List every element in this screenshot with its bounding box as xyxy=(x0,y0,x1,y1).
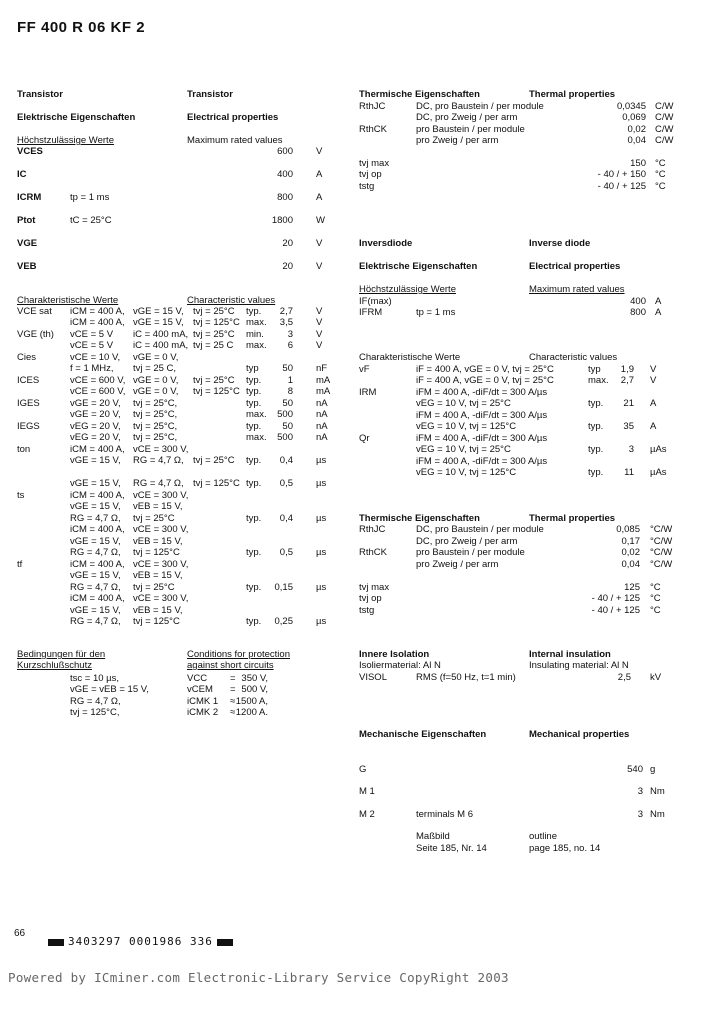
char-condition-1: iCM = 400 A, xyxy=(70,559,125,570)
mechanical-symbol: G xyxy=(359,764,367,775)
diode-thermal-symbol: tstg xyxy=(359,605,375,616)
char-qualifier: typ. xyxy=(246,616,262,627)
heading-diode-thermal-de: Thermische Eigenschaften xyxy=(359,513,480,524)
diode-max-value: 800 xyxy=(630,307,646,318)
char-condition-2: vCE = 300 V, xyxy=(133,490,189,501)
max-rated-condition: tp = 1 ms xyxy=(70,192,110,203)
diode-char-unit: A xyxy=(650,398,657,409)
max-rated-symbol: ICRM xyxy=(17,192,42,203)
char-condition-1: vGE = 15 V, xyxy=(70,501,121,512)
short-circuit-param: iCMK 2 xyxy=(187,707,219,718)
char-condition-2: tvj = 125°C xyxy=(133,547,180,558)
diode-thermal-value: 125 xyxy=(624,582,640,593)
thermal-value: - 40 / + 150 xyxy=(597,169,646,180)
char-condition-1: vGE = 15 V, xyxy=(70,455,121,466)
char-condition-2: RG = 4,7 Ω, xyxy=(133,455,184,466)
thermal-symbol: tvj op xyxy=(359,169,382,180)
char-qualifier: typ. xyxy=(246,306,262,317)
char-condition-1: vEG = 20 V, xyxy=(70,421,121,432)
diode-thermal-symbol: tvj op xyxy=(359,593,382,604)
char-value: 2,7 xyxy=(279,306,293,317)
char-condition-1: vCE = 5 V xyxy=(70,340,114,351)
char-qualifier: typ. xyxy=(246,375,262,386)
char-condition-2: iC = 400 mA, xyxy=(133,340,189,351)
max-rated-unit: A xyxy=(316,192,323,203)
short-circuit-value: 1500 A, xyxy=(235,696,268,707)
diode-max-symbol: IF(max) xyxy=(359,296,392,307)
diode-thermal-unit: °C/W xyxy=(650,524,673,535)
heading-inverse-diode-en: Inverse diode xyxy=(529,238,591,249)
char-condition-2: vEB = 15 V, xyxy=(133,570,183,581)
short-circuit-param: vCEM xyxy=(187,684,213,695)
diode-char-unit: V xyxy=(650,364,657,375)
char-qualifier: typ. xyxy=(246,513,262,524)
char-condition-2: iC = 400 mA, xyxy=(133,329,189,340)
char-unit: mA xyxy=(316,375,331,386)
char-value: 0,4 xyxy=(279,455,293,466)
char-value: 0,15 xyxy=(274,582,293,593)
insulation-condition: RMS (f=50 Hz, t=1 min) xyxy=(416,672,516,683)
diode-char-symbol: Qr xyxy=(359,433,370,444)
diode-char-unit: A xyxy=(650,421,657,432)
heading-diode-max-de: Höchstzulässige Werte xyxy=(359,284,456,295)
diode-char-unit: V xyxy=(650,375,657,386)
max-rated-unit: W xyxy=(316,215,325,226)
char-condition-1: vCE = 600 V, xyxy=(70,375,126,386)
char-value: 8 xyxy=(287,386,293,397)
heading-conditions-en: Conditions for protection xyxy=(187,649,290,660)
insulation-value: 2,5 xyxy=(617,672,631,683)
barcode-mark-right xyxy=(217,939,233,946)
diode-thermal-unit: °C xyxy=(650,593,661,604)
char-unit: µs xyxy=(316,513,327,524)
diode-thermal-value: 0,085 xyxy=(616,524,640,535)
diode-thermal-unit: °C/W xyxy=(650,547,673,558)
heading-max-rated-de: Höchstzulässige Werte xyxy=(17,135,114,146)
heading-short-circuit-de: Kurzschlußschutz xyxy=(17,660,92,671)
char-condition-2: tvj = 25°C xyxy=(133,513,175,524)
char-symbol: Cies xyxy=(17,352,37,363)
diode-thermal-unit: °C/W xyxy=(650,536,673,547)
mechanical-condition: terminals M 6 xyxy=(416,809,474,820)
diode-char-qualifier: typ. xyxy=(588,421,604,432)
heading-thermal-de: Thermische Eigenschaften xyxy=(359,89,480,100)
char-condition-2: tvj = 125°C xyxy=(133,616,180,627)
char-condition-2: tvj = 25°C, xyxy=(133,398,178,409)
char-unit: nA xyxy=(316,398,328,409)
mechanical-value: 540 xyxy=(627,764,643,775)
char-condition-2: vEB = 15 V, xyxy=(133,501,183,512)
short-circuit-param: VCC xyxy=(187,673,208,684)
diode-char-value: 3 xyxy=(628,444,634,455)
char-qualifier: max. xyxy=(246,409,267,420)
heading-diode-char-de: Charakteristische Werte xyxy=(359,352,461,363)
diode-char-unit: µAs xyxy=(650,444,667,455)
char-condition-1: vCE = 10 V, xyxy=(70,352,121,363)
thermal-symbol: tvj max xyxy=(359,158,390,169)
char-condition-1: RG = 4,7 Ω, xyxy=(70,616,121,627)
diode-char-value: 11 xyxy=(624,467,634,478)
mechanical-unit: Nm xyxy=(650,809,665,820)
char-unit: mA xyxy=(316,386,331,397)
diode-char-value: 1,9 xyxy=(620,364,634,375)
char-condition-1: f = 1 MHz, xyxy=(70,363,114,374)
char-condition-3: tvj = 25°C xyxy=(193,375,235,386)
short-circuit-relation: = xyxy=(230,684,236,695)
diode-char-qualifier: typ xyxy=(588,364,601,375)
insulation-material-de: Isoliermaterial: Al N xyxy=(359,660,441,671)
short-circuit-value: 1200 A. xyxy=(235,707,268,718)
char-condition-3: tvj = 125°C xyxy=(193,317,240,328)
heading-short-circuit-en: against short circuits xyxy=(187,660,274,671)
heading-insulation-de: Innere Isolation xyxy=(359,649,430,660)
short-circuit-relation: ≈ xyxy=(230,696,236,707)
thermal-unit: C/W xyxy=(655,124,674,135)
mechanical-value: 3 xyxy=(637,786,643,797)
mechanical-symbol: M 1 xyxy=(359,786,375,797)
char-condition-3: tvj = 25°C xyxy=(193,306,235,317)
char-value: 6 xyxy=(287,340,293,351)
char-condition-1: RG = 4,7 Ω, xyxy=(70,582,121,593)
char-unit: V xyxy=(316,317,323,328)
heading-electrical-en: Electrical properties xyxy=(187,112,279,123)
char-condition-1: vCE = 5 V xyxy=(70,329,114,340)
thermal-value: 0,0345 xyxy=(616,101,646,112)
char-condition-2: RG = 4,7 Ω, xyxy=(133,478,184,489)
heading-mechanical-en: Mechanical properties xyxy=(529,729,630,740)
insulation-symbol: VISOL xyxy=(359,672,387,683)
char-unit: nA xyxy=(316,421,328,432)
char-condition-1: vEG = 20 V, xyxy=(70,432,121,443)
diode-thermal-symbol: tvj max xyxy=(359,582,390,593)
char-qualifier: min. xyxy=(246,329,264,340)
diode-char-qualifier: typ. xyxy=(588,444,604,455)
thermal-value: - 40 / + 125 xyxy=(597,181,646,192)
heading-characteristic-en: Characteristic values xyxy=(187,295,276,306)
char-value: 3 xyxy=(287,329,293,340)
char-condition-1: vGE = 15 V, xyxy=(70,478,121,489)
char-condition-1: vGE = 15 V, xyxy=(70,570,121,581)
char-condition-2: vCE = 300 V, xyxy=(133,559,189,570)
char-symbol: ICES xyxy=(17,375,40,386)
diode-char-condition: iFM = 400 A, -diF/dt = 300 A/µs xyxy=(416,387,548,398)
char-condition-1: iCM = 400 A, xyxy=(70,444,125,455)
char-condition-3: tvj = 25°C xyxy=(193,455,235,466)
diode-max-condition: tp = 1 ms xyxy=(416,307,456,318)
heading-diode-electrical-en: Electrical properties xyxy=(529,261,621,272)
char-condition-1: iCM = 400 A, xyxy=(70,524,125,535)
max-rated-value: 20 xyxy=(282,238,293,249)
thermal-value: 0,04 xyxy=(627,135,646,146)
char-value: 3,5 xyxy=(279,317,293,328)
char-condition-1: iCM = 400 A, xyxy=(70,593,125,604)
char-condition-2: vGE = 15 V, xyxy=(133,306,184,317)
diode-thermal-value: - 40 / + 125 xyxy=(591,605,640,616)
thermal-condition: pro Baustein / per module xyxy=(416,124,525,135)
mechanical-unit: Nm xyxy=(650,786,665,797)
char-condition-3: tvj = 125°C xyxy=(193,386,240,397)
max-rated-value: 800 xyxy=(277,192,293,203)
char-condition-2: tvj = 25°C, xyxy=(133,421,178,432)
short-circuit-value: 500 V, xyxy=(241,684,268,695)
footer-copyright: Powered by ICminer.com Electronic-Library Service CopyRight 2003 xyxy=(8,970,509,985)
char-value: 1 xyxy=(287,375,293,386)
diode-thermal-symbol: RthCK xyxy=(359,547,387,558)
char-qualifier: typ. xyxy=(246,421,262,432)
diode-thermal-condition: pro Baustein / per module xyxy=(416,547,525,558)
heading-electrical-de: Elektrische Eigenschaften xyxy=(17,112,136,123)
max-rated-symbol: VEB xyxy=(17,261,37,272)
max-rated-unit: V xyxy=(316,238,323,249)
diode-char-condition: iFM = 400 A, -diF/dt = 300 A/µs xyxy=(416,410,548,421)
insulation-material-en: Insulating material: Al N xyxy=(529,660,629,671)
char-condition-2: vCE = 300 V, xyxy=(133,593,189,604)
outline-reference-de: Seite 185, Nr. 14 xyxy=(416,843,487,854)
max-rated-value: 600 xyxy=(277,146,293,157)
char-value: 0,4 xyxy=(279,513,293,524)
char-value: 500 xyxy=(277,409,293,420)
char-symbol: ton xyxy=(17,444,31,455)
diode-char-condition: iF = 400 A, vGE = 0 V, tvj = 25°C xyxy=(416,364,554,375)
char-condition-1: RG = 4,7 Ω, xyxy=(70,513,121,524)
heading-mechanical-de: Mechanische Eigenschaften xyxy=(359,729,487,740)
diode-char-condition: vEG = 10 V, tvj = 125°C xyxy=(416,467,517,478)
thermal-condition: DC, pro Zweig / per arm xyxy=(416,112,518,123)
diode-thermal-value: - 40 / + 125 xyxy=(591,593,640,604)
heading-diode-char-en: Characteristic values xyxy=(529,352,618,363)
char-qualifier: max. xyxy=(246,340,267,351)
max-rated-unit: V xyxy=(316,146,323,157)
char-unit: nF xyxy=(316,363,328,374)
char-unit: µs xyxy=(316,582,327,593)
char-condition-1: vCE = 600 V, xyxy=(70,386,126,397)
diode-char-unit: µAs xyxy=(650,467,667,478)
diode-char-qualifier: typ. xyxy=(588,398,604,409)
thermal-unit: C/W xyxy=(655,135,674,146)
barcode-text: 3403297 0001986 336 xyxy=(68,935,213,948)
max-rated-value: 400 xyxy=(277,169,293,180)
short-circuit-param: iCMK 1 xyxy=(187,696,219,707)
char-condition-2: vCE = 300 V, xyxy=(133,444,189,455)
char-condition-2: vCE = 300 V, xyxy=(133,524,189,535)
heading-diode-electrical-de: Elektrische Eigenschaften xyxy=(359,261,478,272)
max-rated-symbol: VCES xyxy=(17,146,43,157)
max-rated-condition: tC = 25°C xyxy=(70,215,112,226)
diode-thermal-symbol: RthJC xyxy=(359,524,386,535)
heading-characteristic-de: Charakteristische Werte xyxy=(17,295,119,306)
char-condition-1: iCM = 400 A, xyxy=(70,490,125,501)
char-symbol: tf xyxy=(17,559,23,570)
char-condition-1: RG = 4,7 Ω, xyxy=(70,547,121,558)
thermal-value: 0,02 xyxy=(627,124,646,135)
char-condition-3: tvj = 25°C xyxy=(193,329,235,340)
char-condition-1: vGE = 20 V, xyxy=(70,409,121,420)
diode-thermal-value: 0,04 xyxy=(621,559,640,570)
thermal-symbol: tstg xyxy=(359,181,375,192)
char-condition-1: vGE = 20 V, xyxy=(70,398,121,409)
max-rated-unit: V xyxy=(316,261,323,272)
thermal-condition: pro Zweig / per arm xyxy=(416,135,499,146)
diode-thermal-unit: °C xyxy=(650,582,661,593)
char-value: 500 xyxy=(277,432,293,443)
diode-thermal-value: 0,17 xyxy=(621,536,640,547)
diode-char-qualifier: typ. xyxy=(588,467,604,478)
thermal-condition: DC, pro Baustein / per module xyxy=(416,101,544,112)
char-condition-1: vGE = 15 V, xyxy=(70,605,121,616)
diode-char-condition: iF = 400 A, vGE = 0 V, tvj = 25°C xyxy=(416,375,554,386)
heading-diode-max-en: Maximum rated values xyxy=(529,284,625,295)
char-symbol: IEGS xyxy=(17,421,40,432)
outline-label-en: outline xyxy=(529,831,557,842)
char-qualifier: max. xyxy=(246,432,267,443)
char-condition-2: tvj = 25°C, xyxy=(133,432,178,443)
thermal-unit: °C xyxy=(655,169,666,180)
barcode-line xyxy=(44,935,237,948)
mechanical-unit: g xyxy=(650,764,656,775)
page-number: 66 xyxy=(14,928,26,939)
diode-char-condition: iFM = 400 A, -diF/dt = 300 A/µs xyxy=(416,433,548,444)
heading-max-rated-en: Maximum rated values xyxy=(187,135,283,146)
diode-char-value: 2,7 xyxy=(620,375,634,386)
char-symbol: VGE (th) xyxy=(17,329,54,340)
char-qualifier: typ. xyxy=(246,582,262,593)
char-unit: µs xyxy=(316,455,327,466)
short-circuit-condition: tvj = 125°C, xyxy=(70,707,120,718)
heading-inverse-diode-de: Inversdiode xyxy=(359,238,413,249)
char-value: 0,5 xyxy=(279,547,293,558)
outline-label-de: Maßbild xyxy=(416,831,450,842)
char-qualifier: typ. xyxy=(246,398,262,409)
diode-max-unit: A xyxy=(655,307,662,318)
char-unit: µs xyxy=(316,547,327,558)
diode-thermal-unit: °C xyxy=(650,605,661,616)
heading-transistor-de: Transistor xyxy=(17,89,63,100)
thermal-value: 0,069 xyxy=(622,112,646,123)
char-condition-3: tvj = 125°C xyxy=(193,478,240,489)
char-condition-2: vGE = 15 V, xyxy=(133,317,184,328)
diode-char-condition: vEG = 10 V, tvj = 25°C xyxy=(416,444,511,455)
char-condition-2: vEB = 15 V, xyxy=(133,605,183,616)
diode-max-unit: A xyxy=(655,296,662,307)
char-qualifier: typ. xyxy=(246,386,262,397)
char-condition-1: iCM = 400 A, xyxy=(70,317,125,328)
char-unit: µs xyxy=(316,616,327,627)
thermal-unit: C/W xyxy=(655,101,674,112)
mechanical-symbol: M 2 xyxy=(359,809,375,820)
char-condition-2: tvj = 25°C xyxy=(133,582,175,593)
barcode-mark-left xyxy=(48,939,64,946)
char-symbol: ts xyxy=(17,490,25,501)
thermal-unit: C/W xyxy=(655,112,674,123)
diode-char-value: 21 xyxy=(623,398,634,409)
outline-reference-en: page 185, no. 14 xyxy=(529,843,601,854)
short-circuit-condition: vGE = vEB = 15 V, xyxy=(70,684,149,695)
diode-thermal-value: 0,02 xyxy=(621,547,640,558)
heading-diode-thermal-en: Thermal properties xyxy=(529,513,616,524)
char-condition-2: vGE = 0 V, xyxy=(133,375,179,386)
document-title: FF 400 R 06 KF 2 xyxy=(17,19,146,36)
char-condition-3: tvj = 25 C xyxy=(193,340,234,351)
char-unit: V xyxy=(316,329,323,340)
char-condition-2: vGE = 0 V, xyxy=(133,386,179,397)
heading-thermal-en: Thermal properties xyxy=(529,89,616,100)
char-condition-2: tvj = 25°C, xyxy=(133,409,178,420)
max-rated-symbol: VGE xyxy=(17,238,38,249)
char-unit: V xyxy=(316,340,323,351)
char-value: 50 xyxy=(282,398,293,409)
char-symbol: VCE sat xyxy=(17,306,52,317)
diode-max-value: 400 xyxy=(630,296,646,307)
char-value: 50 xyxy=(282,421,293,432)
diode-thermal-condition: DC, pro Zweig / per arm xyxy=(416,536,518,547)
char-qualifier: typ. xyxy=(246,455,262,466)
heading-conditions-de: Bedingungen für den xyxy=(17,649,106,660)
max-rated-symbol: IC xyxy=(17,169,27,180)
char-qualifier: typ. xyxy=(246,547,262,558)
char-unit: V xyxy=(316,306,323,317)
diode-char-symbol: vF xyxy=(359,364,370,375)
char-symbol: IGES xyxy=(17,398,40,409)
short-circuit-relation: = xyxy=(230,673,236,684)
char-unit: nA xyxy=(316,432,328,443)
diode-thermal-condition: DC, pro Baustein / per module xyxy=(416,524,544,535)
max-rated-unit: A xyxy=(316,169,323,180)
diode-char-qualifier: max. xyxy=(588,375,609,386)
max-rated-symbol: Ptot xyxy=(17,215,36,226)
char-qualifier: max. xyxy=(246,317,267,328)
char-condition-2: tvj = 25 C, xyxy=(133,363,177,374)
mechanical-value: 3 xyxy=(637,809,643,820)
char-condition-2: vEB = 15 V, xyxy=(133,536,183,547)
thermal-unit: °C xyxy=(655,158,666,169)
thermal-symbol: RthCK xyxy=(359,124,387,135)
char-value: 0,25 xyxy=(274,616,293,627)
char-qualifier: typ xyxy=(246,363,259,374)
diode-char-value: 35 xyxy=(623,421,634,432)
char-unit: µs xyxy=(316,478,327,489)
short-circuit-value: 350 V, xyxy=(241,673,268,684)
char-value: 50 xyxy=(282,363,293,374)
heading-transistor-en: Transistor xyxy=(187,89,233,100)
max-rated-value: 1800 xyxy=(271,215,293,226)
insulation-unit: kV xyxy=(650,672,662,683)
diode-thermal-condition: pro Zweig / per arm xyxy=(416,559,499,570)
diode-max-symbol: IFRM xyxy=(359,307,383,318)
char-value: 0,5 xyxy=(279,478,293,489)
max-rated-value: 20 xyxy=(282,261,293,272)
char-unit: nA xyxy=(316,409,328,420)
diode-char-condition: vEG = 10 V, tvj = 125°C xyxy=(416,421,517,432)
diode-char-condition: vEG = 10 V, tvj = 25°C xyxy=(416,398,511,409)
char-condition-1: iCM = 400 A, xyxy=(70,306,125,317)
heading-insulation-en: Internal insulation xyxy=(529,649,611,660)
char-qualifier: typ. xyxy=(246,478,262,489)
thermal-symbol: RthJC xyxy=(359,101,386,112)
char-condition-1: vGE = 15 V, xyxy=(70,536,121,547)
diode-char-condition: iFM = 400 A, -diF/dt = 300 A/µs xyxy=(416,456,548,467)
diode-char-symbol: IRM xyxy=(359,387,377,398)
diode-thermal-unit: °C/W xyxy=(650,559,673,570)
short-circuit-relation: ≈ xyxy=(230,707,236,718)
thermal-unit: °C xyxy=(655,181,666,192)
thermal-value: 150 xyxy=(630,158,646,169)
short-circuit-condition: tsc = 10 µs, xyxy=(70,673,120,684)
char-condition-2: vGE = 0 V, xyxy=(133,352,179,363)
short-circuit-condition: RG = 4,7 Ω, xyxy=(70,696,121,707)
